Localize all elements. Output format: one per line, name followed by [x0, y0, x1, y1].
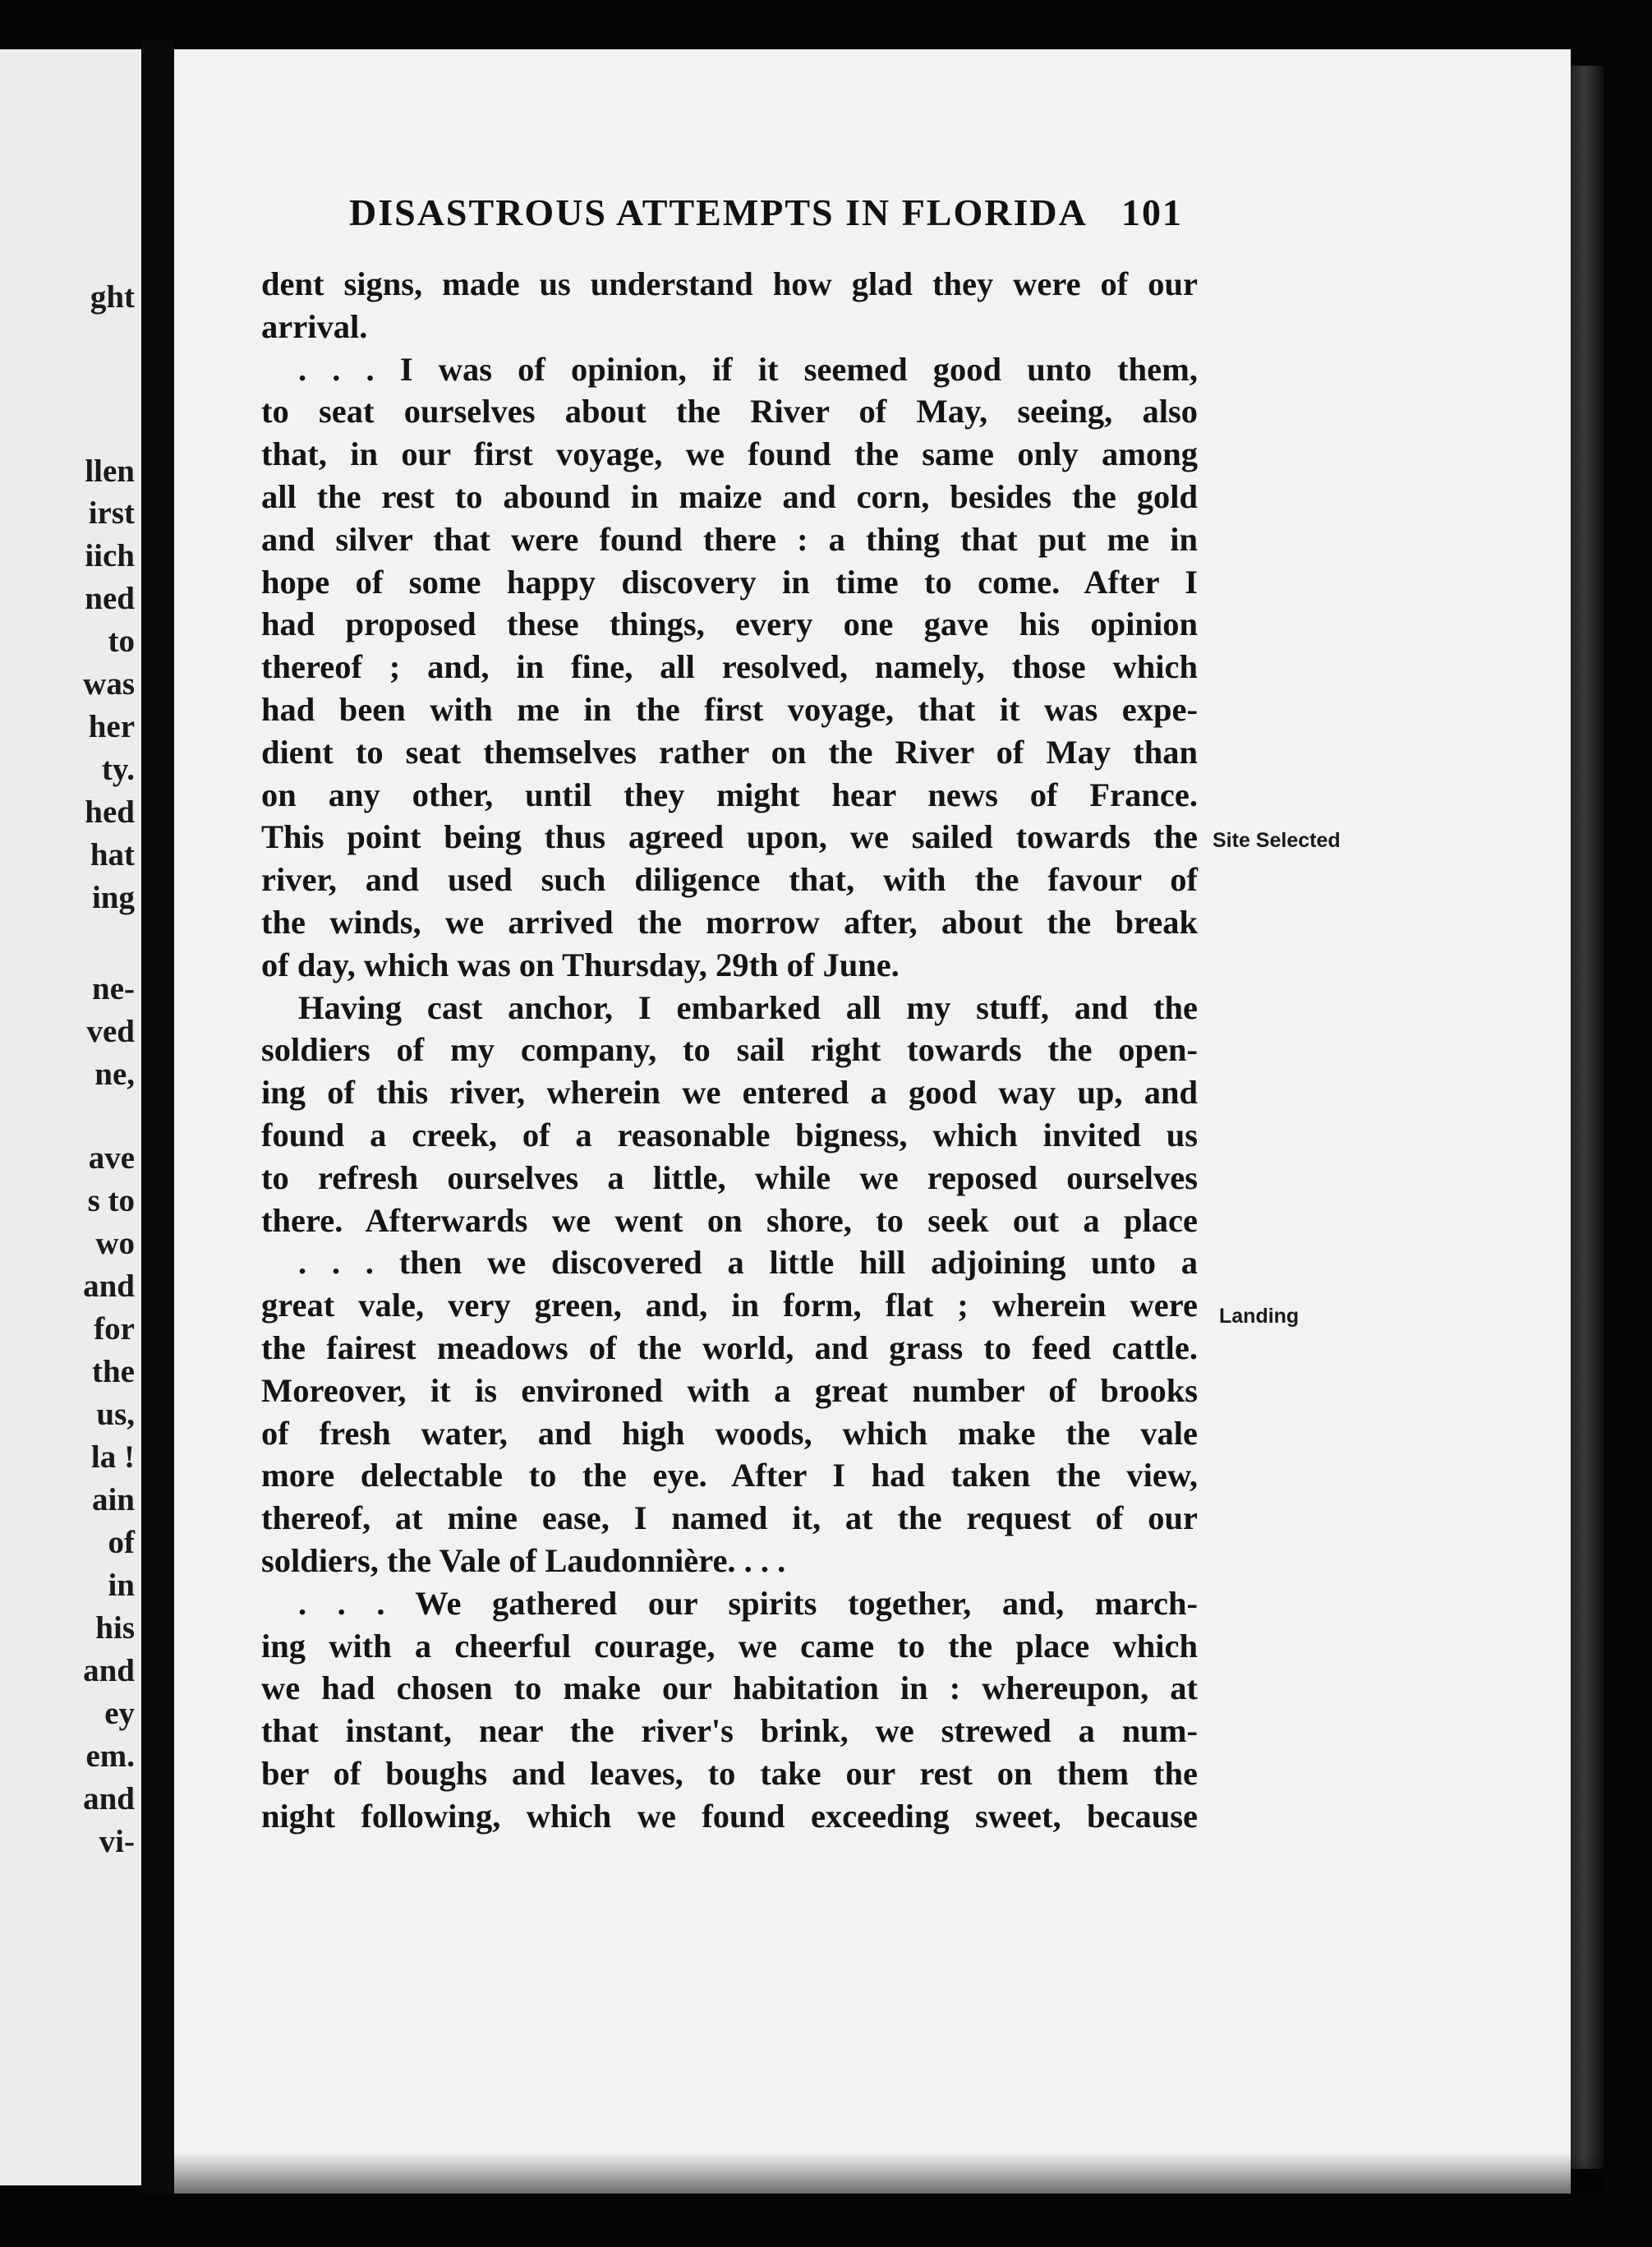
text-line: thereof, at mine ease, I named it, at the request of our [261, 1499, 1198, 1537]
text-line: had been with me in the first voyage, that it was expe- [261, 690, 1198, 728]
text-line: thereof ; and, in fine, all resolved, namely, those which [261, 648, 1198, 686]
left-page-fragment: us, [96, 1397, 135, 1432]
left-page-fragment: ne, [94, 1057, 135, 1092]
text-line: and silver that were found there : a thing that put me in [261, 520, 1198, 558]
text-line: ing with a cheerful courage, we came to the place which [261, 1627, 1198, 1665]
text-line: to seat ourselves about the River of May, seeing, also [261, 393, 1198, 431]
running-header [349, 191, 1183, 240]
left-page-fragment: em. [85, 1738, 135, 1774]
text-line: dent signs, made us understand how glad they were of our [261, 265, 1198, 302]
left-page-fragment: ty. [101, 752, 135, 787]
left-page-fragment: ey [104, 1696, 135, 1731]
text-line: river, and used such diligence that, with the favour of [261, 861, 1198, 899]
left-page-fragment: ght [90, 279, 135, 315]
left-page-fragment: hat [90, 837, 135, 873]
text-line: that, in our first voyage, we found the same only among [261, 435, 1198, 473]
left-page-fragment: ave [88, 1140, 135, 1176]
margin-note-site-selected: Site Selected [1213, 829, 1341, 852]
page-stack-edge [1571, 66, 1604, 2169]
text-line: arrival. [261, 307, 368, 345]
left-page-fragment: vi- [99, 1824, 135, 1859]
left-page-fragment: ain [91, 1482, 135, 1517]
text-line: there. Afterwards we went on shore, to seek out a place [261, 1201, 1198, 1239]
text-line: soldiers of my company, to sail right towards the open- [261, 1031, 1198, 1069]
book-gutter [141, 41, 174, 2194]
text-line: more delectable to the eye. After I had taken the view, [261, 1457, 1198, 1494]
left-page-fragment: ned [85, 581, 135, 616]
left-page-fragment: llen [85, 454, 135, 489]
left-page-fragment: ved [86, 1014, 135, 1049]
body-text [261, 263, 1198, 1837]
left-page-fragment: ing [91, 880, 135, 915]
text-line: of day, which was on Thursday, 29th of June. [261, 946, 900, 983]
left-page-fragment: la ! [90, 1439, 135, 1475]
text-line: on any other, until they might hear news of France. [261, 776, 1198, 813]
text-line: of fresh water, and high woods, which make the vale [261, 1414, 1198, 1452]
previous-page-edge [0, 49, 141, 2185]
left-page-fragment: was [83, 666, 135, 702]
text-line: we had chosen to make our habitation in : whereupon, at [261, 1669, 1198, 1707]
left-page-fragment: his [95, 1610, 135, 1646]
text-line: great vale, very green, and, in form, flat ; wherein were [261, 1287, 1198, 1324]
text-line: night following, which we found exceeding sweet, because [261, 1797, 1198, 1835]
left-page-fragment: irst [88, 495, 135, 531]
text-line: . . . We gathered our spirits together, and, march- [298, 1584, 1198, 1622]
running-title: DISASTROUS ATTEMPTS IN FLORIDA [349, 191, 1088, 233]
left-page-fragment: ne- [92, 971, 135, 1006]
text-line: Having cast anchor, I embarked all my stuff, and the [298, 988, 1198, 1026]
left-page-fragment: the [92, 1354, 135, 1389]
left-page-fragment: hed [85, 794, 135, 830]
text-line: Moreover, it is environed with a great number of brooks [261, 1371, 1198, 1409]
text-line: . . . I was of opinion, if it seemed good unto them, [298, 350, 1198, 388]
left-page-fragment: s to [87, 1183, 135, 1218]
left-page-fragment: wo [95, 1226, 135, 1261]
text-line: all the rest to abound in maize and corn, besides the gold [261, 477, 1198, 515]
text-line: hope of some happy discovery in time to come. After I [261, 563, 1198, 601]
text-line: found a creek, of a reasonable bigness, which invited us [261, 1116, 1198, 1153]
left-page-fragment: of [108, 1525, 135, 1560]
margin-note-landing: Landing [1219, 1305, 1300, 1328]
text-line: had proposed these things, every one gave his opinion [261, 605, 1198, 643]
text-line: soldiers, the Vale of Laudonnière. . . . [261, 1541, 786, 1579]
text-line: to refresh ourselves a little, while we reposed ourselves [261, 1158, 1198, 1196]
text-line: that instant, near the river's brink, we strewed a num- [261, 1712, 1198, 1750]
left-page-fragment: and [83, 1781, 135, 1816]
text-line: dient to seat themselves rather on the River of May than [261, 733, 1198, 771]
left-page-fragment: her [88, 709, 135, 744]
left-page-fragment: for [94, 1311, 135, 1347]
left-page-fragment: to [108, 624, 135, 659]
text-line: the fairest meadows of the world, and grass to feed cattle. [261, 1328, 1198, 1366]
text-line: This point being thus agreed upon, we sailed towards the [261, 818, 1198, 856]
text-line: ing of this river, wherein we entered a good way up, and [261, 1074, 1198, 1112]
left-page-fragment: and [83, 1269, 135, 1304]
text-line: ber of boughs and leaves, to take our rest on them the [261, 1754, 1198, 1792]
text-line: . . . then we discovered a little hill adjoining unto a [298, 1244, 1198, 1282]
page-bottom-shadow [174, 2153, 1604, 2194]
text-line: the winds, we arrived the morrow after, about the break [261, 903, 1198, 941]
left-page-fragment: and [83, 1653, 135, 1688]
page-number: 101 [1121, 191, 1183, 233]
left-page-fragment: in [108, 1568, 135, 1603]
left-page-fragment: iich [85, 538, 135, 573]
